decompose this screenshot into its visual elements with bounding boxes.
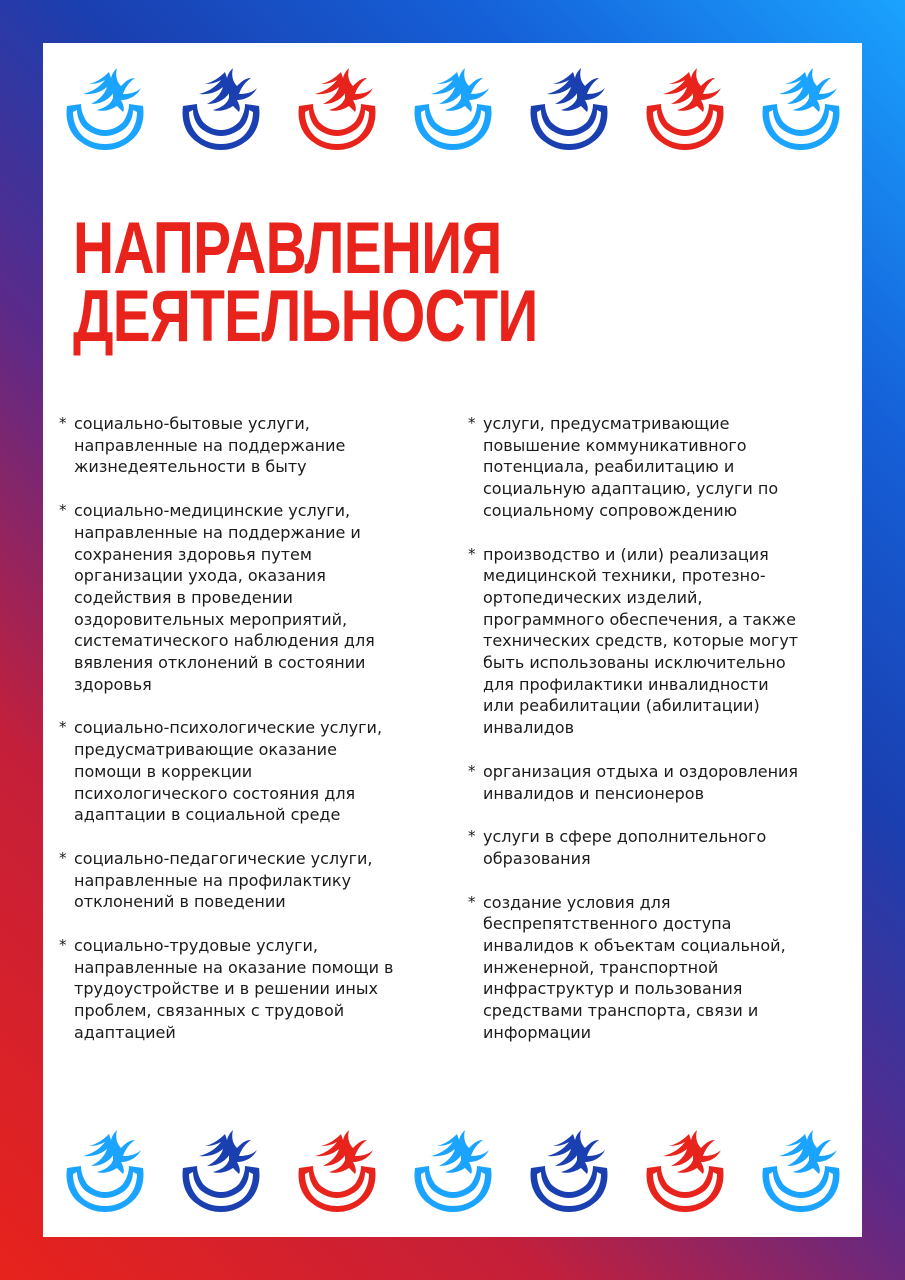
list-item-line: социально-бытовые услуги, [74, 414, 310, 433]
list-item [59, 717, 429, 826]
bullet-star: * [59, 501, 67, 520]
list-item-line: социальному сопровождению [483, 500, 738, 520]
list-item-line: адаптации в социальной среде [74, 805, 341, 825]
left-column [59, 413, 429, 1066]
list-item-line: инфраструктур и пользования [483, 979, 743, 999]
list-item-line: сохранения здоровья путем [74, 544, 312, 564]
list-item-line: направленные на поддержание [74, 435, 346, 455]
list-item-line: инженерной, транспортной [483, 957, 719, 977]
list-item-line: инвалидов [483, 718, 574, 738]
list-item-line: средствами транспорта, связи и [483, 1001, 759, 1021]
list-item-line: направленные на оказание помощи в [74, 957, 394, 977]
list-item-line: направленные на поддержание и [74, 522, 361, 542]
list-item-line: создание условия для [483, 892, 671, 912]
list-item-line: жизнедеятельности в быту [74, 457, 307, 477]
list-item-line: инвалидов и пенсионеров [483, 783, 704, 803]
dove-hands-icon [643, 1122, 727, 1220]
list-item [59, 413, 429, 478]
list-item-line: организации ухода, оказания [74, 566, 326, 586]
list-item-line: социальную адаптацию, услуги по [483, 479, 779, 499]
bullet-star: * [468, 827, 476, 846]
list-item-line: вявления отклонений в состоянии [74, 653, 366, 673]
list-item-line: услуги в сфере дополнительного [483, 827, 767, 847]
list-item-line: или реабилитации (абилитации) [483, 696, 760, 716]
bullet-star: * [468, 544, 476, 563]
list-item-line: беспрепятственного доступа [483, 914, 732, 934]
dove-hands-icon [643, 60, 727, 158]
list-item [59, 500, 429, 695]
poster-panel [43, 43, 862, 1237]
list-item-line: для профилактики инвалидности [483, 674, 769, 694]
list-item-line: организация отдыха и оздоровления [483, 761, 799, 781]
list-item-line: социально-медицинские услуги, [74, 501, 351, 521]
list-item-line: программного обеспечения, а также [483, 609, 796, 629]
list-item [468, 413, 838, 522]
list-item [468, 761, 838, 804]
dove-hands-icon [527, 1122, 611, 1220]
dove-hands-icon [411, 1122, 495, 1220]
list-item [59, 848, 429, 913]
list-item-line: содействия в проведении [74, 587, 293, 607]
list-item-line: отклонений в поведении [74, 892, 286, 912]
list-item-line: ортопедических изделий, [483, 587, 703, 607]
list-item [468, 892, 838, 1044]
bullet-star: * [468, 761, 476, 780]
list-item [468, 544, 838, 739]
dove-hands-icon [295, 1122, 379, 1220]
list-item-line: оздоровительных мероприятий, [74, 609, 348, 629]
list-item [59, 935, 429, 1044]
dove-hands-icon [179, 60, 263, 158]
list-item-line: направленные на профилактику [74, 870, 352, 890]
list-item-line: здоровья [74, 674, 152, 694]
list-item-line: информации [483, 1022, 592, 1042]
dove-hands-icon [295, 60, 379, 158]
title-line-2: ДЕЯТЕЛЬНОСТИ [73, 276, 538, 357]
list-item-line: технических средств, которые могут [483, 631, 799, 651]
right-column [468, 413, 838, 1066]
list-item-line: социально-педагогические услуги, [74, 848, 373, 868]
list-item-line: трудоустройстве и в решении иных [74, 979, 378, 999]
page-title [73, 208, 538, 357]
bullet-star: * [468, 414, 476, 432]
dove-hands-icon [179, 1122, 263, 1220]
bullet-star: * [59, 848, 67, 867]
dove-hands-icon [759, 1122, 843, 1220]
list-item-line: услуги, предусматривающие [483, 414, 730, 433]
emblem-row-bottom [63, 1121, 843, 1221]
list-item-line: социально-трудовые услуги, [74, 936, 318, 956]
dove-hands-icon [527, 60, 611, 158]
list-item-line: образования [483, 848, 591, 868]
list-item-line: потенциала, реабилитацию и [483, 457, 735, 477]
list-item-line: помощи в коррекции [74, 761, 253, 781]
list-item-line: адаптацией [74, 1022, 176, 1042]
list-item-line: проблем, связанных с трудовой [74, 1001, 345, 1021]
dove-hands-icon [63, 60, 147, 158]
bullet-star: * [468, 892, 476, 911]
dove-hands-icon [411, 60, 495, 158]
list-item-line: систематического наблюдения для [74, 631, 375, 651]
list-item-line: предусматривающие оказание [74, 740, 337, 760]
list-item-line: быть использованы исключительно [483, 653, 786, 673]
bullet-star: * [59, 936, 67, 955]
list-item-line: социально-психологические услуги, [74, 718, 383, 738]
emblem-row-top [63, 59, 843, 159]
bullet-star: * [59, 718, 67, 737]
list-item-line: медицинской техники, протезно- [483, 566, 766, 586]
list-item [468, 826, 838, 869]
title-line-1: НАПРАВЛЕНИЯ [73, 208, 502, 289]
bullet-star: * [59, 414, 67, 432]
list-item-line: производство и (или) реализация [483, 544, 769, 564]
dove-hands-icon [63, 1122, 147, 1220]
list-item-line: повышение коммуникативного [483, 435, 747, 455]
list-item-line: инвалидов к объектам социальной, [483, 936, 786, 956]
list-item-line: психологического состояния для [74, 783, 356, 803]
dove-hands-icon [759, 60, 843, 158]
